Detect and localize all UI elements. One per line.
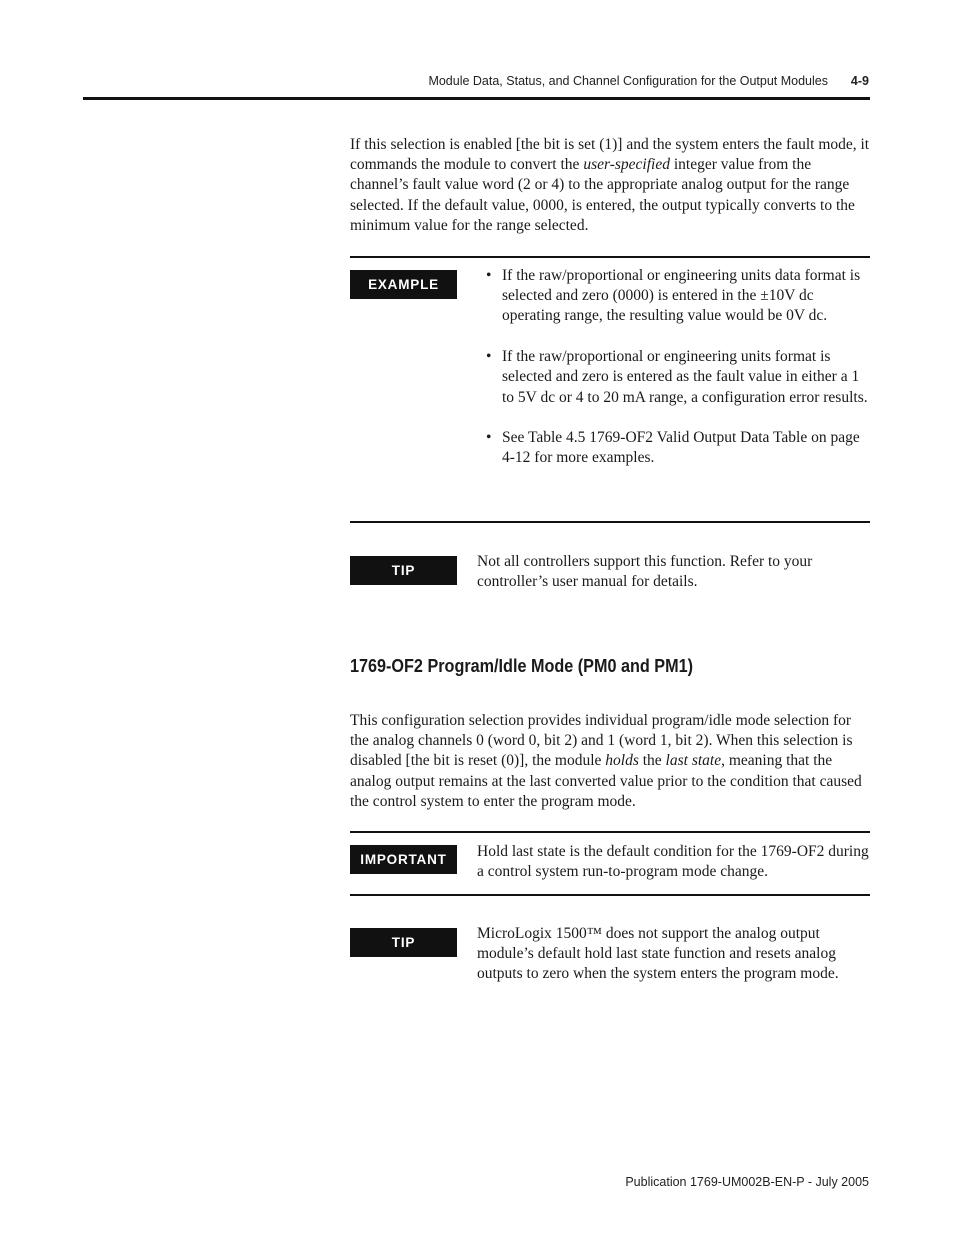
section-text-start: This configuration selection provides individual program/idle mode selection for the analog channels 0 (word 0, bit 2) and 1 (word 1, bit 2). When this selection is disabled [the bit is reset (0)], the module [350, 712, 853, 770]
tip-text: Not all controllers support this function. Refer to your controller’s user manual for details. [477, 553, 813, 591]
publication-footer: Publication 1769-UM002B-EN-P - July 2005 [625, 1175, 869, 1189]
example-top-rule [350, 256, 870, 258]
bullet-glyph: • [486, 267, 492, 284]
example-bullet-list [477, 266, 873, 469]
bullet-glyph: • [486, 429, 492, 447]
important-label: IMPORTANT [350, 845, 457, 874]
page-number: 4-9 [850, 74, 869, 88]
important-text: Hold last state is the default condition for the 1769-OF2 during a control system run-to-program mode change. [477, 843, 869, 881]
intro-paragraph [350, 135, 870, 236]
example-bottom-rule [350, 521, 870, 523]
example-bullet-text: If the raw/proportional or engineering units format is selected and zero is entered as the fault value in either a 1 to 5V dc or 4 to 20 mA range, a configuration error results. [502, 348, 868, 406]
example-bullet-3 [477, 428, 873, 468]
section-text-mid: the [638, 752, 666, 770]
important-top-rule [350, 831, 870, 833]
tip-label: TIP [350, 556, 457, 585]
section-paragraph [350, 711, 870, 812]
example-label: EXAMPLE [350, 270, 457, 299]
section-text-end: , meaning that the analog output remains at the last converted value prior to the condition that caused the control system to enter the program mode. [350, 752, 862, 810]
important-bottom-rule [350, 894, 870, 896]
bullet-glyph: • [486, 348, 492, 366]
intro-text-end: integer value from the channel’s fault value word (2 or 4) to the appropriate analog output for the range selected. If the default value, 0000, is entered, the output typically converts to the minimum value for the range selected. [350, 156, 855, 234]
example-bullet-text: See Table 4.5 1769-OF2 Valid Output Data Table on page 4-12 for more examples. [502, 429, 860, 467]
example-bullet-1 [477, 266, 873, 327]
section-emphasis-last-state: last state [665, 752, 722, 770]
running-header: Module Data, Status, and Channel Configuration for the Output Modules [428, 74, 828, 88]
intro-emphasis: user-specified [583, 156, 670, 174]
example-bullet-2 [477, 347, 873, 408]
header-rule [83, 97, 870, 100]
tip-text-2: MicroLogix 1500™ does not support the analog output module’s default hold last state function and resets analog outputs to zero when the system enters the program mode. [477, 925, 839, 983]
example-bullet-text: If the raw/proportional or engineering units data format is selected and zero (0000) is entered in the ±10V dc operating range, the resulting value would be 0V dc. [502, 267, 861, 325]
section-emphasis-holds: holds [605, 752, 639, 770]
tip-label-2: TIP [350, 928, 457, 957]
section-heading: 1769-OF2 Program/Idle Mode (PM0 and PM1) [350, 656, 693, 676]
intro-text-start: If this selection is enabled [the bit is set (1)] and the system enters the fault mode, it commands the module to convert the [350, 136, 870, 174]
